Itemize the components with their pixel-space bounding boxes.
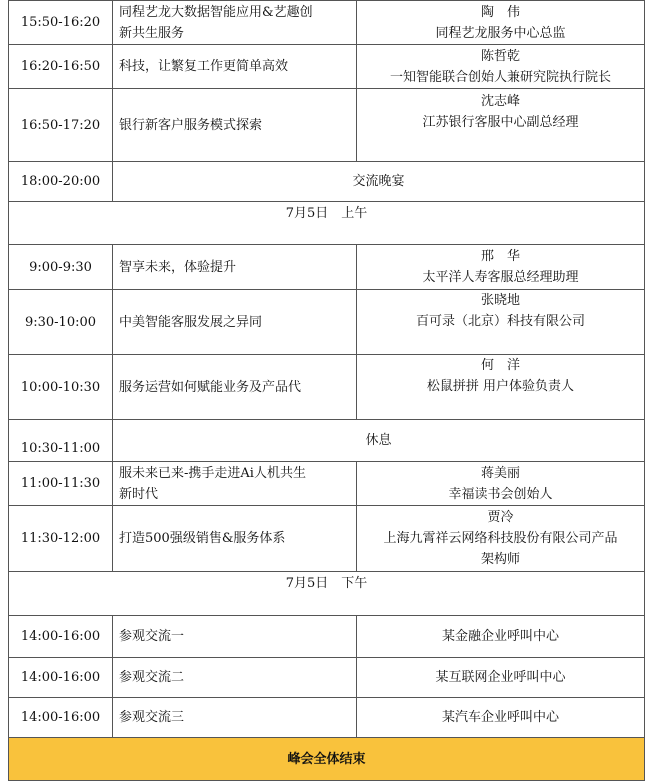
agenda-row: [9, 355, 645, 420]
topic-line: 参观交流一: [119, 629, 185, 644]
day-header: 7月5日 上午: [9, 202, 645, 245]
agenda-row: [9, 506, 645, 572]
session-speaker: [357, 658, 645, 698]
agenda-row: [9, 616, 645, 658]
speaker-name: 何 洋: [480, 358, 520, 373]
session-time: 10:30-11:00: [9, 420, 113, 462]
topic-line: 参观交流三: [119, 710, 185, 725]
session-topic: [113, 658, 357, 698]
agenda-row: [9, 89, 645, 162]
day-header-row: [9, 572, 645, 616]
topic-line: 服未来已来-携手走进Ai人机共生: [119, 465, 306, 481]
speaker-title: 太平洋人寿客服总经理助理: [422, 270, 579, 285]
session-topic: [113, 290, 357, 355]
session-speaker: [357, 698, 645, 738]
speaker-name: 某金融企业呼叫中心: [441, 629, 559, 644]
topic-line: 智享未来，体验提升: [119, 259, 237, 275]
speaker-title: 幸福读书会创始人: [448, 486, 553, 502]
session-topic: [113, 506, 357, 572]
agenda-row: [9, 45, 645, 89]
session-speaker: [357, 506, 645, 572]
agenda-table: [8, 0, 645, 781]
session-topic: [113, 698, 357, 738]
agenda-row: [9, 462, 645, 506]
session-time: 15:50-16:20: [9, 1, 113, 45]
agenda-row: [9, 698, 645, 738]
topic-line: 新共生服务: [119, 25, 185, 41]
session-topic: [113, 89, 357, 162]
topic-line: 服务运营如何赋能业务及产品代: [119, 379, 302, 395]
session-topic: [113, 245, 357, 290]
session-time: 11:00-11:30: [9, 462, 113, 506]
topic-line: 同程艺龙大数据智能应用&艺趣创: [119, 4, 313, 20]
session-time: 16:20-16:50: [9, 45, 113, 89]
speaker-name: 某互联网企业呼叫中心: [435, 670, 566, 685]
session-topic: [113, 45, 357, 89]
agenda-row: [9, 1, 645, 45]
speaker-title: 上海九霄祥云网络科技股份有限公司产品: [383, 531, 618, 546]
topic-line: 新时代: [119, 486, 159, 502]
speaker-name: 陈哲乾: [480, 48, 520, 64]
speaker-name: 邢 华: [480, 249, 520, 264]
closing-row: [9, 738, 645, 781]
speaker-name: 张晓地: [480, 293, 520, 308]
agenda-row: [9, 290, 645, 355]
agenda-row: [9, 162, 645, 202]
session-time: 18:00-20:00: [9, 162, 113, 202]
session-speaker: [357, 290, 645, 355]
session-speaker: [357, 245, 645, 290]
session-speaker: [357, 45, 645, 89]
speaker-title: 江苏银行客服中心副总经理: [422, 115, 579, 130]
session-time: 9:30-10:00: [9, 290, 113, 355]
session-time: 10:00-10:30: [9, 355, 113, 420]
session-topic: [113, 355, 357, 420]
session-time: 16:50-17:20: [9, 89, 113, 162]
topic-line: 打造500强级销售&服务体系: [119, 531, 286, 546]
session-topic: [113, 616, 357, 658]
speaker-title: 架构师: [480, 552, 520, 567]
speaker-name: 贾冷: [487, 510, 514, 525]
session-speaker: [357, 462, 645, 506]
session-topic: [113, 462, 357, 506]
speaker-title: 百可录（北京）科技有限公司: [415, 314, 585, 329]
agenda-row: [9, 245, 645, 290]
session-speaker: [357, 355, 645, 420]
session-speaker: [357, 89, 645, 162]
speaker-name: 陶 伟: [480, 4, 520, 20]
topic-line: 银行新客户服务模式探索: [119, 117, 263, 133]
speaker-title: 松鼠拼拼 用户体验负责人: [426, 379, 575, 394]
session-speaker: [357, 616, 645, 658]
session-event: 交流晚宴: [113, 162, 645, 202]
session-speaker: [357, 1, 645, 45]
session-event: 休息: [113, 420, 645, 462]
session-time: 11:30-12:00: [9, 506, 113, 572]
speaker-name: 某汽车企业呼叫中心: [441, 710, 559, 725]
day-header: 7月5日 下午: [9, 572, 645, 616]
speaker-title: 同程艺龙服务中心总监: [435, 25, 566, 41]
session-topic: [113, 1, 357, 45]
speaker-title: 一知智能联合创始人兼研究院执行院长: [389, 69, 611, 85]
session-time: 9:00-9:30: [9, 245, 113, 290]
session-time: 14:00-16:00: [9, 658, 113, 698]
session-time: 14:00-16:00: [9, 698, 113, 738]
agenda-row: [9, 420, 645, 462]
topic-line: 中美智能客服发展之异同: [119, 314, 263, 330]
closing-banner: 峰会全体结束: [9, 738, 645, 781]
topic-line: 参观交流二: [119, 670, 185, 685]
day-header-row: [9, 202, 645, 245]
topic-line: 科技，让繁复工作更简单高效: [119, 59, 289, 74]
speaker-name: 蒋美丽: [480, 465, 520, 481]
speaker-name: 沈志峰: [480, 94, 520, 109]
session-time: 14:00-16:00: [9, 616, 113, 658]
agenda-row: [9, 658, 645, 698]
